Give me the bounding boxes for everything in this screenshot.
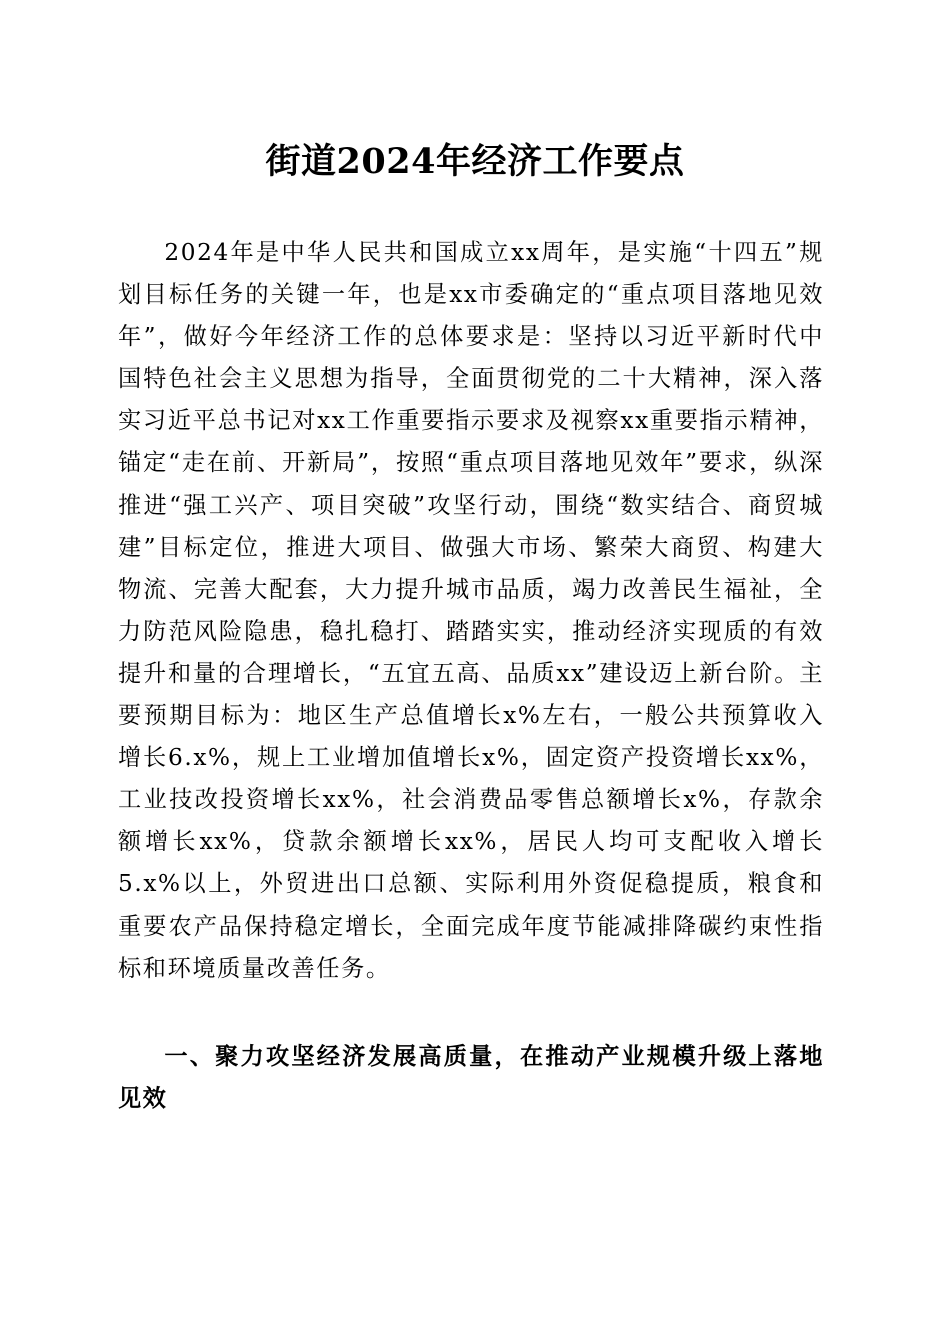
section-heading-1: 一、聚力攻坚经济发展高质量，在推动产业规模升级上落地见效 (118, 1043, 824, 1112)
document-title: 街道2024年经济工作要点 (265, 141, 685, 182)
intro-paragraph: 2024年是中华人民共和国成立xx周年，是实施“十四五”规划目标任务的关键一年，也是xx市委确定的“重点项目落地见效年”，做好今年经济工作的总体要求是：坚持以习近平新时代中国特色社会主义思想为指导，全面贯彻党的二十大精神，深入落实习近平总书记对xx工作重要指示要求及视察xx重要指示精神，锚定“走在前、开新局”，按照“重点项目落地见效年”要求，纵深推进“强工兴产、项目突破”攻坚行动，围绕“数实结合、商贸城建”目标定位，推进大项目、做强大市场、繁荣大商贸、构建大物流、完善大配套，大力提升城市品质，竭力改善民生福祉，全力防范风险隐患，稳扎稳打、踏踏实实，推动经济实现质的有效提升和量的合理增长，“五宜五高、品质xx”建设迈上新台阶。主要预期目标为：地区生产总值增长x%左右，一般公共预算收入增长6.x%，规上工业增加值增长x%，固定资产投资增长xx%，工业技改投资增长xx%，社会消费品零售总额增长x%，存款余额增长xx%，贷款余额增长xx%，居民人均可支配收入增长5.x%以上，外贸进出口总额、实际利用外资促稳提质，粮食和重要农产品保持稳定增长，全面完成年度节能减排降碳约束性指标和环境质量改善任务。 (118, 239, 824, 982)
